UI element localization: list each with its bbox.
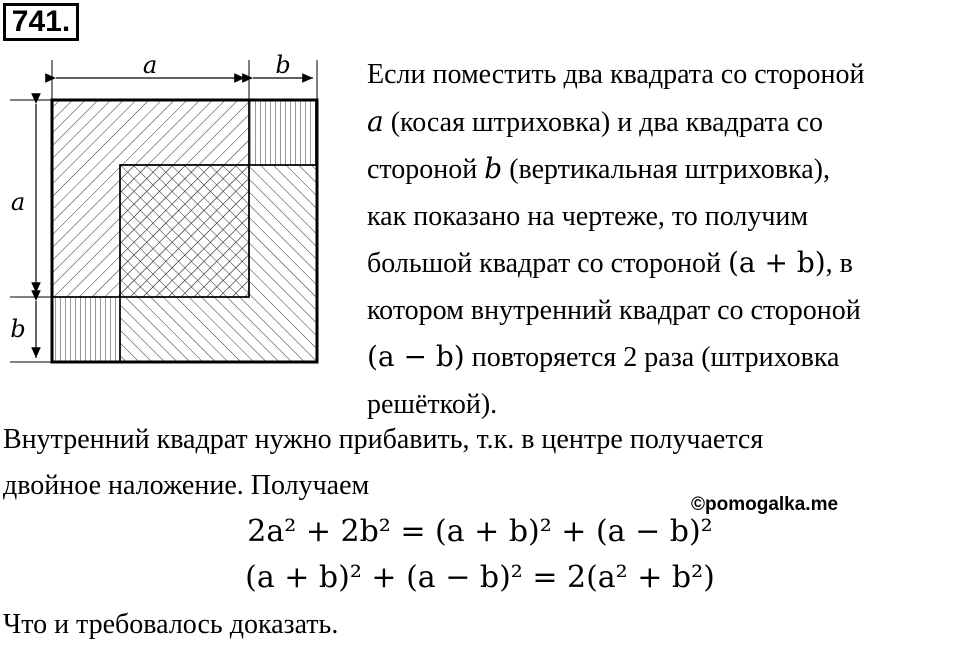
text-line bbox=[367, 99, 957, 147]
text-line bbox=[367, 146, 957, 194]
variable-b: b bbox=[484, 152, 503, 185]
label-b-left: b bbox=[10, 315, 26, 343]
square-b-bottom-left bbox=[52, 297, 120, 362]
formula-1: 2a² + 2b² = (a + b)² + (a − b)² bbox=[247, 514, 713, 549]
text-line: котором внутренний квадрат со стороной bbox=[367, 294, 861, 326]
variable-a: a bbox=[367, 104, 384, 138]
body-line-2: двойное наложение. Получаем bbox=[3, 470, 370, 501]
explanation-text bbox=[367, 52, 957, 428]
text-fragment: (вертикальная штриховка), bbox=[502, 154, 830, 185]
square-b-top-right bbox=[249, 100, 317, 165]
text-fragment: (косая штриховка) и два квадрата со bbox=[383, 106, 823, 138]
formula-2: (a + b)² + (a − b)² = 2(a² + b²) bbox=[245, 560, 715, 595]
text-line: как показано на чертеже, то получим bbox=[367, 200, 809, 232]
label-a-left: a bbox=[10, 188, 26, 216]
text-line: решёткой). bbox=[367, 388, 498, 420]
text-fragment: большой квадрат со стороной bbox=[367, 248, 728, 279]
watermark: ©pomogalka.me bbox=[691, 494, 839, 515]
conclusion: Что и требовалось доказать. bbox=[3, 609, 339, 640]
text-fragment: , в bbox=[825, 248, 853, 279]
text-fragment: повторяется 2 раза (штриховка bbox=[464, 342, 840, 373]
body-line-1: Внутренний квадрат нужно прибавить, т.к. в центре получается bbox=[3, 424, 764, 455]
text-line: Если поместить два квадрата со стороной bbox=[367, 59, 865, 90]
expression-a-minus-b: (a − b) bbox=[367, 340, 465, 373]
problem-number: 741. bbox=[3, 3, 79, 41]
text-line bbox=[367, 334, 957, 382]
squares-figure bbox=[0, 45, 340, 375]
label-b-top: b bbox=[275, 51, 291, 79]
text-fragment: стороной bbox=[367, 154, 485, 185]
label-a-top: a bbox=[142, 51, 158, 79]
overlap-square bbox=[120, 165, 249, 297]
text-line bbox=[367, 240, 957, 288]
expression-a-plus-b: (a + b) bbox=[727, 246, 826, 279]
